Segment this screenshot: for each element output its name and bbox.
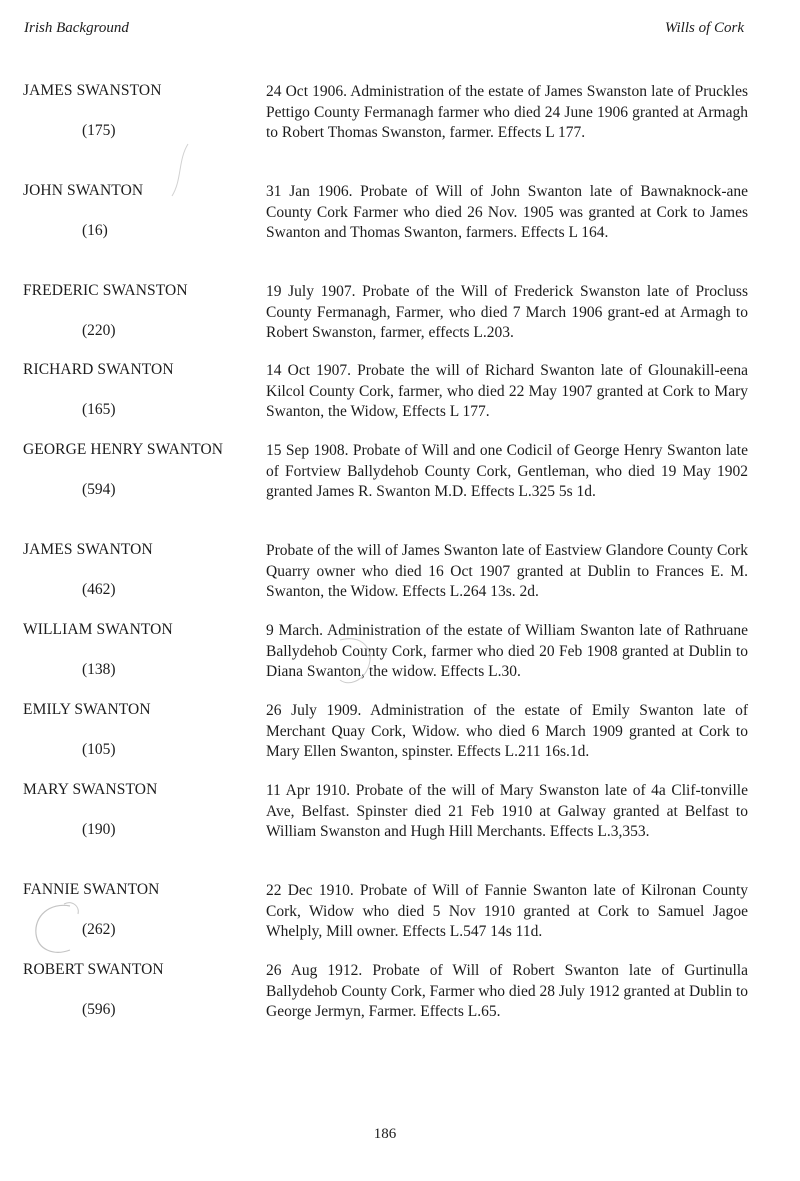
record-text: 14 Oct 1907. Probate the will of Richard Swanton late of Glounakill-eena Kilcol County Cork, farmer, who died 22 May 1907 granted at Cork to Mary Swanton, the Widow, Effects L 177. (266, 362, 748, 420)
person-name: RICHARD SWANTON (23, 361, 174, 378)
person-name: GEORGE HENRY SWANTON (23, 441, 224, 458)
person-name: FANNIE SWANTON (23, 881, 160, 898)
person-name: WILLIAM SWANTON (23, 621, 173, 638)
running-header-right: Wills of Cork (664, 20, 744, 36)
reference-number: (175) (82, 122, 116, 139)
person-name: MARY SWANSTON (23, 781, 158, 798)
reference-number: (138) (82, 661, 116, 678)
record-text: Probate of the will of James Swanton late of Eastview Glandore County Cork Quarry owner who died 16 Oct 1907 granted at Dublin to Frances E. M. Swanton, the Widow. Effects L.264 13s. 2d. (266, 542, 748, 600)
record-text: 26 Aug 1912. Probate of Will of Robert Swanton late of Gurtinulla Ballydehob County Cork, Farmer who died 28 July 1912 granted at Dublin to George Jermyn, Farmer. Effects L.65. (266, 962, 748, 1020)
record-text: 22 Dec 1910. Probate of Will of Fannie Swanton late of Kilronan County Cork, Widow who died 5 Nov 1910 granted at Cork to Samuel Jagoe Whelply, Mill owner. Effects L.547 14s 11d. (266, 882, 748, 940)
reference-number: (16) (82, 222, 108, 239)
page-number: 186 (373, 1126, 397, 1142)
person-name: JOHN SWANTON (23, 182, 144, 199)
running-header-left: Irish Background (24, 20, 129, 36)
record-text: 26 July 1909. Administration of the estate of Emily Swanton late of Merchant Quay Cork, Widow. who died 6 March 1909 granted at Cork to Mary Ellen Swanton, spinster. Effects L.211 16s.1d. (266, 702, 748, 760)
pencil-mark (20, 898, 110, 968)
record-text: 9 March. Administration of the estate of William Swanton late of Rathruane Ballydehob County Cork, farmer who died 20 Feb 1908 granted at Dublin to Diana Swanton, the widow. Effects L.30. (266, 622, 748, 680)
reference-number: (596) (82, 1001, 116, 1018)
reference-number: (462) (82, 581, 116, 598)
record-text: 31 Jan 1906. Probate of Will of John Swanton late of Bawnaknock-ane County Cork Farmer who died 26 Nov. 1905 was granted at Cork to James Swanton and Thomas Swanton, farmers. Effects L 164. (266, 183, 748, 241)
person-name: JAMES SWANSTON (23, 82, 162, 99)
person-name: JAMES SWANTON (23, 541, 153, 558)
reference-number: (165) (82, 401, 116, 418)
reference-number: (262) (82, 921, 116, 938)
record-text: 24 Oct 1906. Administration of the estate of James Swanston late of Pruckles Pettigo County Fermanagh farmer who died 24 June 1906 granted at Armagh to Robert Thomas Swanston, farmer. Effects L 177. (266, 83, 748, 141)
reference-number: (594) (82, 481, 116, 498)
person-name: FREDERIC SWANSTON (23, 282, 188, 299)
person-name: ROBERT SWANTON (23, 961, 164, 978)
reference-number: (105) (82, 741, 116, 758)
reference-number: (190) (82, 821, 116, 838)
record-text: 19 July 1907. Probate of the Will of Frederick Swanston late of Procluss County Fermanagh, Farmer, who died 7 March 1906 grant-ed at Armagh to Robert Swanston, farmer, effects L.203. (266, 283, 748, 341)
reference-number: (220) (82, 322, 116, 339)
person-name: EMILY SWANTON (23, 701, 151, 718)
record-text: 15 Sep 1908. Probate of Will and one Codicil of George Henry Swanton late of Fortview Ballydehob County Cork, Gentleman, who died 19 May 1902 granted James R. Swanton M.D. Effects L.325 5s 1d. (266, 442, 748, 500)
record-text: 11 Apr 1910. Probate of the will of Mary Swanston late of 4a Clif-tonville Ave, Belfast. Spinster died 21 Feb 1910 at Galway granted at Belfast to William Swanston and Hugh Hill Merchants. Effects L.3,353. (266, 782, 748, 840)
pencil-mark (168, 140, 198, 200)
pencil-mark (330, 632, 390, 692)
